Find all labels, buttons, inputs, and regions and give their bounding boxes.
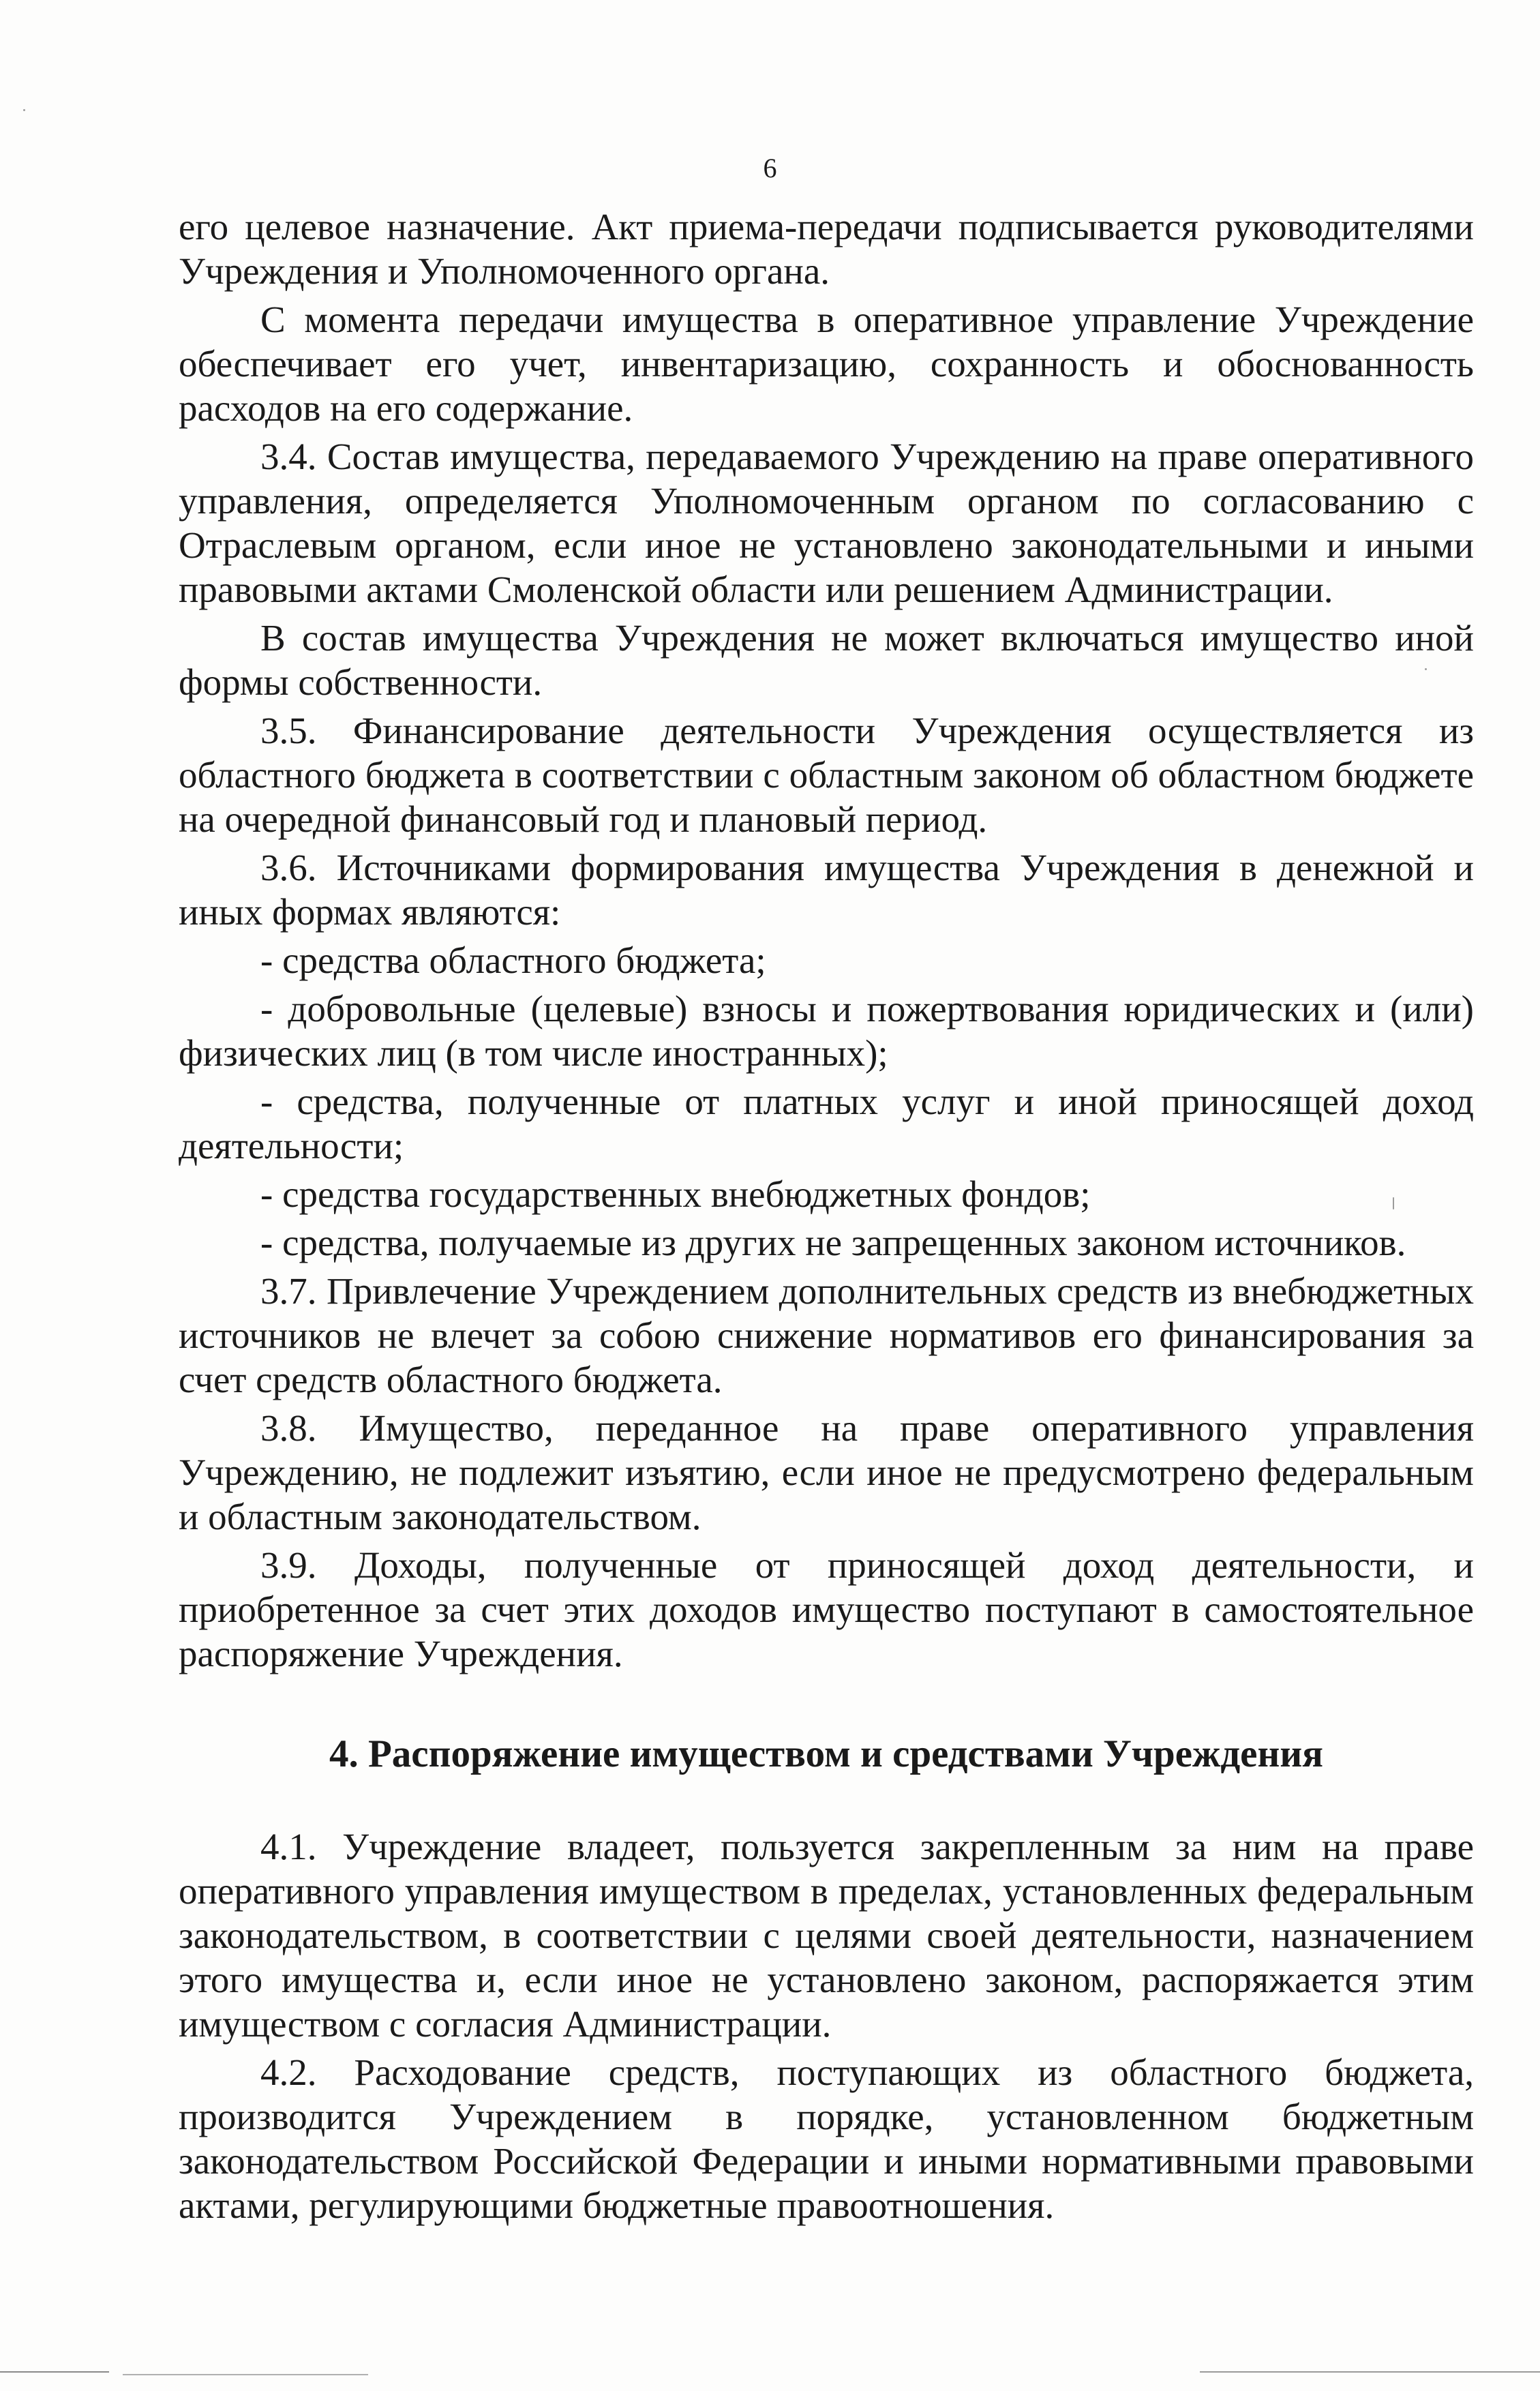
paragraph-3-9: 3.9. Доходы, полученные от приносящей доход деятельности, и приобретенное за счет этих доходов имущество поступают в самостоятельное распоряжение Учреждения. — [179, 1544, 1474, 1674]
paragraph-3-7: 3.7. Привлечение Учреждением дополнительных средств из внебюджетных источников не влечет за собою снижение нормативов его финансирования за счет средств областного бюджета. — [179, 1270, 1474, 1400]
paragraph-3-5: 3.5. Финансирование деятельности Учреждения осуществляется из областного бюджета в соответствии с областным законом об областном бюджете на очередной финансовый год и плановый период. — [179, 710, 1474, 840]
scan-speck — [1425, 668, 1427, 670]
list-item-paid-services: - средства, полученные от платных услуг и иной приносящей доход деятельности; — [179, 1081, 1474, 1167]
paragraph-4-2: 4.2. Расходование средств, поступающих из областного бюджета, производится Учреждением в порядке, установленном бюджетным законодательством Российской Федерации и иными нормативными правовыми актами, регулирующими бюджетные правоотношения. — [179, 2051, 1474, 2226]
paragraph-property-composition: В состав имущества Учреждения не может включаться имущество иной формы собственности. — [179, 617, 1474, 703]
list-item-extrabudgetary-funds: - средства государственных внебюджетных фондов; — [260, 1173, 1091, 1215]
paragraph-act-continued: его целевое назначение. Акт приема-передачи подписывается руководителями Учреждения и Уполномоченного органа. — [179, 206, 1474, 292]
scan-edge-line — [123, 2374, 368, 2375]
list-item-donations: - добровольные (целевые) взносы и пожертвования юридических и (или) физических лиц (в том числе иностранных); — [179, 988, 1474, 1074]
scan-speck — [1393, 1197, 1394, 1209]
list-item-other-sources: - средства, получаемые из других не запрещенных законом источников. — [260, 1222, 1406, 1263]
section-4-heading: 4. Распоряжение имуществом и средствами Учреждения — [329, 1732, 1323, 1775]
paragraph-3-4: 3.4. Состав имущества, передаваемого Учреждению на праве оперативного управления, определяется Уполномоченным органом по согласованию с Отраслевым органом, если иное не установлено законодательными и иными правовыми актами Смоленской области или решением Администрации. — [179, 436, 1474, 610]
scan-speck — [23, 109, 25, 111]
paragraph-4-1: 4.1. Учреждение владеет, пользуется закрепленным за ним на праве оперативного управления имуществом в пределах, установленных федеральным законодательством, в соответствии с целями своей деятельности, назначением этого имущества и, если иное не установлено законом, распоряжается этим имуществом с согласия Администрации. — [179, 1826, 1474, 2045]
paragraph-3-8: 3.8. Имущество, переданное на праве оперативного управления Учреждению, не подлежит изъятию, если иное не предусмотрено федеральным и областным законодательством. — [179, 1407, 1474, 1537]
page-number: 6 — [763, 153, 777, 183]
paragraph-3-6: 3.6. Источниками формирования имущества Учреждения в денежной и иных формах являются: — [179, 847, 1474, 933]
scan-edge-line — [1200, 2371, 1540, 2373]
document-body — [179, 205, 1474, 2227]
list-item-regional-budget: - средства областного бюджета; — [260, 939, 766, 981]
paragraph-operational-management: С момента передачи имущества в оперативное управление Учреждение обеспечивает его учет, инвентаризацию, сохранность и обоснованность расходов на его содержание. — [179, 299, 1474, 429]
scan-edge-line — [0, 2371, 109, 2373]
